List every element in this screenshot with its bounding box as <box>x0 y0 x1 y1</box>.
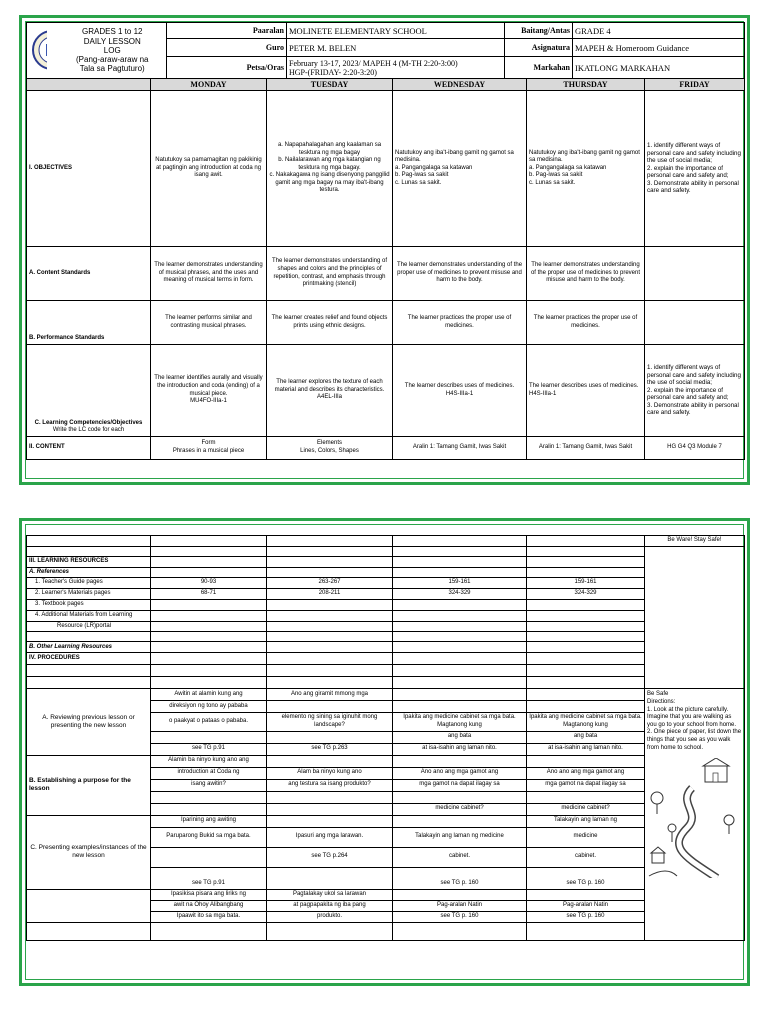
objectives-fri: 1. identify different ways of personal care and safety including the use of social media; 2. explain the importance of personal care and safety and; 3. Demonstrate ability in personal care and safety. <box>645 91 745 247</box>
performance-standards-mon: The learner performs similar and contrasting musical phrases. <box>151 301 267 345</box>
baitang-value: GRADE 4 <box>573 23 745 39</box>
presenting-mon-3 <box>151 847 267 867</box>
discussion-tue-2: at pagpapakita ng iba pang <box>267 900 393 911</box>
purpose-thu-1 <box>527 755 645 767</box>
discussion-wed-1 <box>393 889 527 900</box>
content-standards-mon: The learner demonstrates understanding of musical phrases, and the uses and meaning of musical terms in form. <box>151 247 267 301</box>
review-tue-5: see TG p.263 <box>267 743 393 755</box>
content-mon: Form Phrases in a musical piece <box>151 437 267 460</box>
purpose-wed-1 <box>393 755 527 767</box>
presenting-thu-3: cabinet. <box>527 847 645 867</box>
competencies-row <box>27 345 745 437</box>
purpose-tue-3: ang testura sa isang produkto? <box>267 779 393 791</box>
page-2-frame <box>25 524 744 980</box>
discussion-thu-3: see TG p. 160 <box>527 911 645 922</box>
log-title: GRADES 1 to 12 DAILY LESSON LOG (Pang-araw-araw na Tala sa Pagtuturo) <box>47 23 167 79</box>
asignatura-label: Asignatura <box>505 39 573 57</box>
competencies-mon: The learner identifies aurally and visually the introduction and coda (ending) of a musical piece. MU4FO-IIIa-1 <box>151 345 267 437</box>
content-label: II. CONTENT <box>27 437 151 460</box>
fri-top-text: Be Ware! Stay Safe! <box>645 536 745 547</box>
tg-tue: 263-267 <box>267 578 393 589</box>
content-standards-thu: The learner demonstrates understanding of the proper use of medicines to prevent misuse and harm to the body. <box>527 247 645 301</box>
discussion-wed-2: Pag-aralan Natin <box>393 900 527 911</box>
presenting-wed-2: Talakayin ang laman ng medicine <box>393 827 527 847</box>
review-tue-1: Ano ang giramit mmong mga <box>267 689 393 701</box>
petsa-value: February 13-17, 2023/ MAPEH 4 (M-TH 2:20-3:00) HGP-(FRIDAY- 2:20-3:20) <box>287 57 505 79</box>
content-standards-wed: The learner demonstrates understanding of the proper use of medicines to prevent misuse and harm to the body. <box>393 247 527 301</box>
presenting-wed-4: see TG p. 160 <box>393 867 527 889</box>
lm-mon: 68-71 <box>151 589 267 600</box>
presenting-thu-4: see TG p. 160 <box>527 867 645 889</box>
lm-thu: 324-329 <box>527 589 645 600</box>
content-standards-label: A. Content Standards <box>27 247 151 301</box>
purpose-thu-3: mga gamot na dapat ilagay sa <box>527 779 645 791</box>
discussion-wed-3: see TG p. 160 <box>393 911 527 922</box>
performance-standards-thu: The learner practices the proper use of medicines. <box>527 301 645 345</box>
review-mon-3: o paakyat o pataas o pababa. <box>151 713 267 731</box>
presenting-tue-2: Ipasuri ang mga larawan. <box>267 827 393 847</box>
purpose-wed-4 <box>393 791 527 803</box>
review-wed-2 <box>393 701 527 713</box>
lm-tue: 208-211 <box>267 589 393 600</box>
purpose-thu-4 <box>527 791 645 803</box>
lr-portal-label: Resource (LR)portal <box>27 621 151 632</box>
review-wed-5: at isa-isahin ang laman nito. <box>393 743 527 755</box>
discussion-thu-1 <box>527 889 645 900</box>
guro-label: Guro <box>167 39 287 57</box>
tg-pages-row <box>27 578 745 589</box>
presenting-mon-4: see TG p.91 <box>151 867 267 889</box>
discussion-mon-2: awit na Ohoy Alibangbang <box>151 900 267 911</box>
purpose-mon-3: isang awitin? <box>151 779 267 791</box>
review-label: A. Reviewing previous lesson or presenting the new lesson <box>27 689 151 755</box>
tg-thu: 159-161 <box>527 578 645 589</box>
review-tue-3: elemento ng sining sa iginuhit mong landscape? <box>267 713 393 731</box>
deped-logo-cell <box>27 23 47 79</box>
deped-seal-icon <box>31 29 47 71</box>
objectives-mon: Natutukoy sa pamamagitan ng pakikinig at pagtingin ang introduction at coda ng isang awit. <box>151 91 267 247</box>
content-tue: Elements Lines, Colors, Shapes <box>267 437 393 460</box>
content-standards-fri <box>645 247 745 301</box>
markahan-label: Markahan <box>505 57 573 79</box>
lm-pages-label: 2. Learner's Materials pages <box>27 589 151 600</box>
procedures-label: IV. PROCEDURES <box>27 653 151 665</box>
presenting-mon-2: Paruparong Bukid sa mga bata. <box>151 827 267 847</box>
lm-wed: 324-329 <box>393 589 527 600</box>
review-thu-4: ang bata <box>527 731 645 743</box>
content-thu: Aralin 1: Tamang Gamit, Iwas Sakit <box>527 437 645 460</box>
page-1-frame <box>25 21 744 479</box>
presenting-tue-4 <box>267 867 393 889</box>
petsa-label: Petsa/Oras <box>167 57 287 79</box>
discussion-tue-3: produkto. <box>267 911 393 922</box>
content-standards-tue: The learner demonstrates understanding of shapes and colors and the principles of repetition, contrast, and emphasis through printmaking (stencil) <box>267 247 393 301</box>
purpose-wed-2: Ano ano ang mga gamot ang <box>393 767 527 779</box>
review-mon-1: Awitin at alamin kung ang <box>151 689 267 701</box>
discussion-mon-3: Ipaawit ito sa mga bata. <box>151 911 267 922</box>
review-thu-3: Ipakita ang medicine cabinet sa mga bata. Magtanong kung <box>527 713 645 731</box>
fri-procedures: Be Safe Directions: 1. Look at the picture carefully. Imagine that you are walking as you go to your school from home. 2. One piece of paper, list down the things that you see as you walk from home to school. <box>645 689 745 940</box>
purpose-tue-5 <box>267 803 393 815</box>
paaralan-value: MOLINETE ELEMENTARY SCHOOL <box>287 23 505 39</box>
tg-wed: 159-161 <box>393 578 527 589</box>
references-label: A. References <box>27 567 151 578</box>
day-header-friday: FRIDAY <box>645 79 745 91</box>
markahan-value: IKATLONG MARKAHAN <box>573 57 745 79</box>
paaralan-label: Paaralan <box>167 23 287 39</box>
presenting-tue-1 <box>267 815 393 827</box>
baitang-label: Baitang/Antas <box>505 23 573 39</box>
purpose-mon-1: Alamin ba ninyo kung ano ang <box>151 755 267 767</box>
lesson-log-page-1 <box>19 15 750 485</box>
discussion-mon-1: Ipasikisa pisara ang liriks ng <box>151 889 267 900</box>
review-thu-1 <box>527 689 645 701</box>
purpose-thu-2: Ano ano ang mga gamot ang <box>527 767 645 779</box>
header-table <box>26 22 745 79</box>
objectives-thu: Natutukoy ang iba't-ibang gamit ng gamot sa medisina. a. Pangangalaga sa katawan b. Pag-iwas sa sakit c. Lunas sa sakit. <box>527 91 645 247</box>
objectives-label: I. OBJECTIVES <box>27 91 151 247</box>
performance-standards-label: B. Performance Standards <box>27 301 151 345</box>
lesson-log-page-2 <box>19 518 750 986</box>
competencies-fri: 1. identify different ways of personal care and safety including the use of social media; 2. explain the importance of personal care and safety and; 3. Demonstrate ability in personal care and safety. <box>645 345 745 437</box>
guro-value: PETER M. BELEN <box>287 39 505 57</box>
performance-standards-wed: The learner practices the proper use of medicines. <box>393 301 527 345</box>
review-thu-5: at isa-isahin ang laman nito. <box>527 743 645 755</box>
purpose-label: B. Establishing a purpose for the lesson <box>27 755 151 815</box>
discussion-thu-2: Pag-aralan Natin <box>527 900 645 911</box>
purpose-thu-5: medicine cabinet? <box>527 803 645 815</box>
review-thu-2 <box>527 701 645 713</box>
review-wed-4: ang bata <box>393 731 527 743</box>
competencies-tue: The learner explores the texture of each material and describes its characteristics. A4EL-IIIa <box>267 345 393 437</box>
purpose-mon-4 <box>151 791 267 803</box>
review-mon-4 <box>151 731 267 743</box>
content-wed: Aralin 1: Tamang Gamit, Iwas Sakit <box>393 437 527 460</box>
review-mon-5: see TG p.91 <box>151 743 267 755</box>
content-standards-row <box>27 247 745 301</box>
review-tue-2 <box>267 701 393 713</box>
content-row <box>27 437 745 460</box>
presenting-tue-3: see TG p.264 <box>267 847 393 867</box>
objectives-wed: Natutukoy ang iba't-ibang gamit ng gamot sa medisina. a. Pangangalaga sa katawan b. Pag-iwas sa sakit c. Lunas sa sakit. <box>393 91 527 247</box>
review-mon-2: direksiyon ng tono ay pababa <box>151 701 267 713</box>
tg-mon: 90-93 <box>151 578 267 589</box>
discussion-tue-1: Pagtalakay ukol sa larawan <box>267 889 393 900</box>
purpose-wed-5: medicine cabinet? <box>393 803 527 815</box>
presenting-thu-2: medicine <box>527 827 645 847</box>
purpose-tue-1 <box>267 755 393 767</box>
day-header-thursday: THURSDAY <box>527 79 645 91</box>
performance-standards-tue: The learner creates relief and found objects prints using ethnic designs. <box>267 301 393 345</box>
other-resources-label: B. Other Learning Resources <box>27 642 151 653</box>
objectives-table <box>26 78 745 460</box>
competencies-label: C. Learning Competencies/Objectives Write the LC code for each <box>27 345 151 437</box>
purpose-tue-2: Alam ba ninyo kung ano <box>267 767 393 779</box>
resources-procedures-table <box>26 535 745 941</box>
review-wed-3: Ipakita ang medicine cabinet sa mga bata. Magtanong kung <box>393 713 527 731</box>
presenting-mon-1: Iparining ang awiting <box>151 815 267 827</box>
objectives-tue: a. Napapahalagahan ang kaalaman sa tesktura ng mga bagay b. Nailalarawan ang mga katangian ng tesktura ng mga bagay. c. Nakakagawa ng isang disenyong panggilid gamit ang mga bagay na may iba't-ibang testura. <box>267 91 393 247</box>
day-header-blank <box>27 79 151 91</box>
review-tue-4 <box>267 731 393 743</box>
tg-pages-label: 1. Teacher's Guide pages <box>27 578 151 589</box>
day-header-tuesday: TUESDAY <box>267 79 393 91</box>
additional-materials-label: 4. Additional Materials from Learning <box>27 610 151 621</box>
day-header-monday: MONDAY <box>151 79 267 91</box>
presenting-wed-3: cabinet. <box>393 847 527 867</box>
review-wed-1 <box>393 689 527 701</box>
presenting-wed-1 <box>393 815 527 827</box>
presenting-label: C. Presenting examples/instances of the new lesson <box>27 815 151 889</box>
learning-resources-label: III. LEARNING RESOURCES <box>27 556 151 567</box>
presenting-thu-1: Talakayin ang laman ng <box>527 815 645 827</box>
road-to-school-illustration <box>647 758 741 878</box>
performance-standards-fri <box>645 301 745 345</box>
textbook-label: 3. Textbook pages <box>27 600 151 611</box>
competencies-wed: The learner describes uses of medicines. H4S-IIIa-1 <box>393 345 527 437</box>
lm-pages-row <box>27 589 745 600</box>
competencies-thu: The learner describes uses of medicines. H4S-IIIa-1 <box>527 345 645 437</box>
objectives-row <box>27 91 745 247</box>
content-fri: HG G4 Q3 Module 7 <box>645 437 745 460</box>
purpose-tue-4 <box>267 791 393 803</box>
purpose-wed-3: mga gamot na dapat ilagay sa <box>393 779 527 791</box>
purpose-mon-2: introduction at Coda ng <box>151 767 267 779</box>
day-header-wednesday: WEDNESDAY <box>393 79 527 91</box>
asignatura-value: MAPEH & Homeroom Guidance <box>573 39 745 57</box>
performance-standards-row <box>27 301 745 345</box>
purpose-mon-5 <box>151 803 267 815</box>
